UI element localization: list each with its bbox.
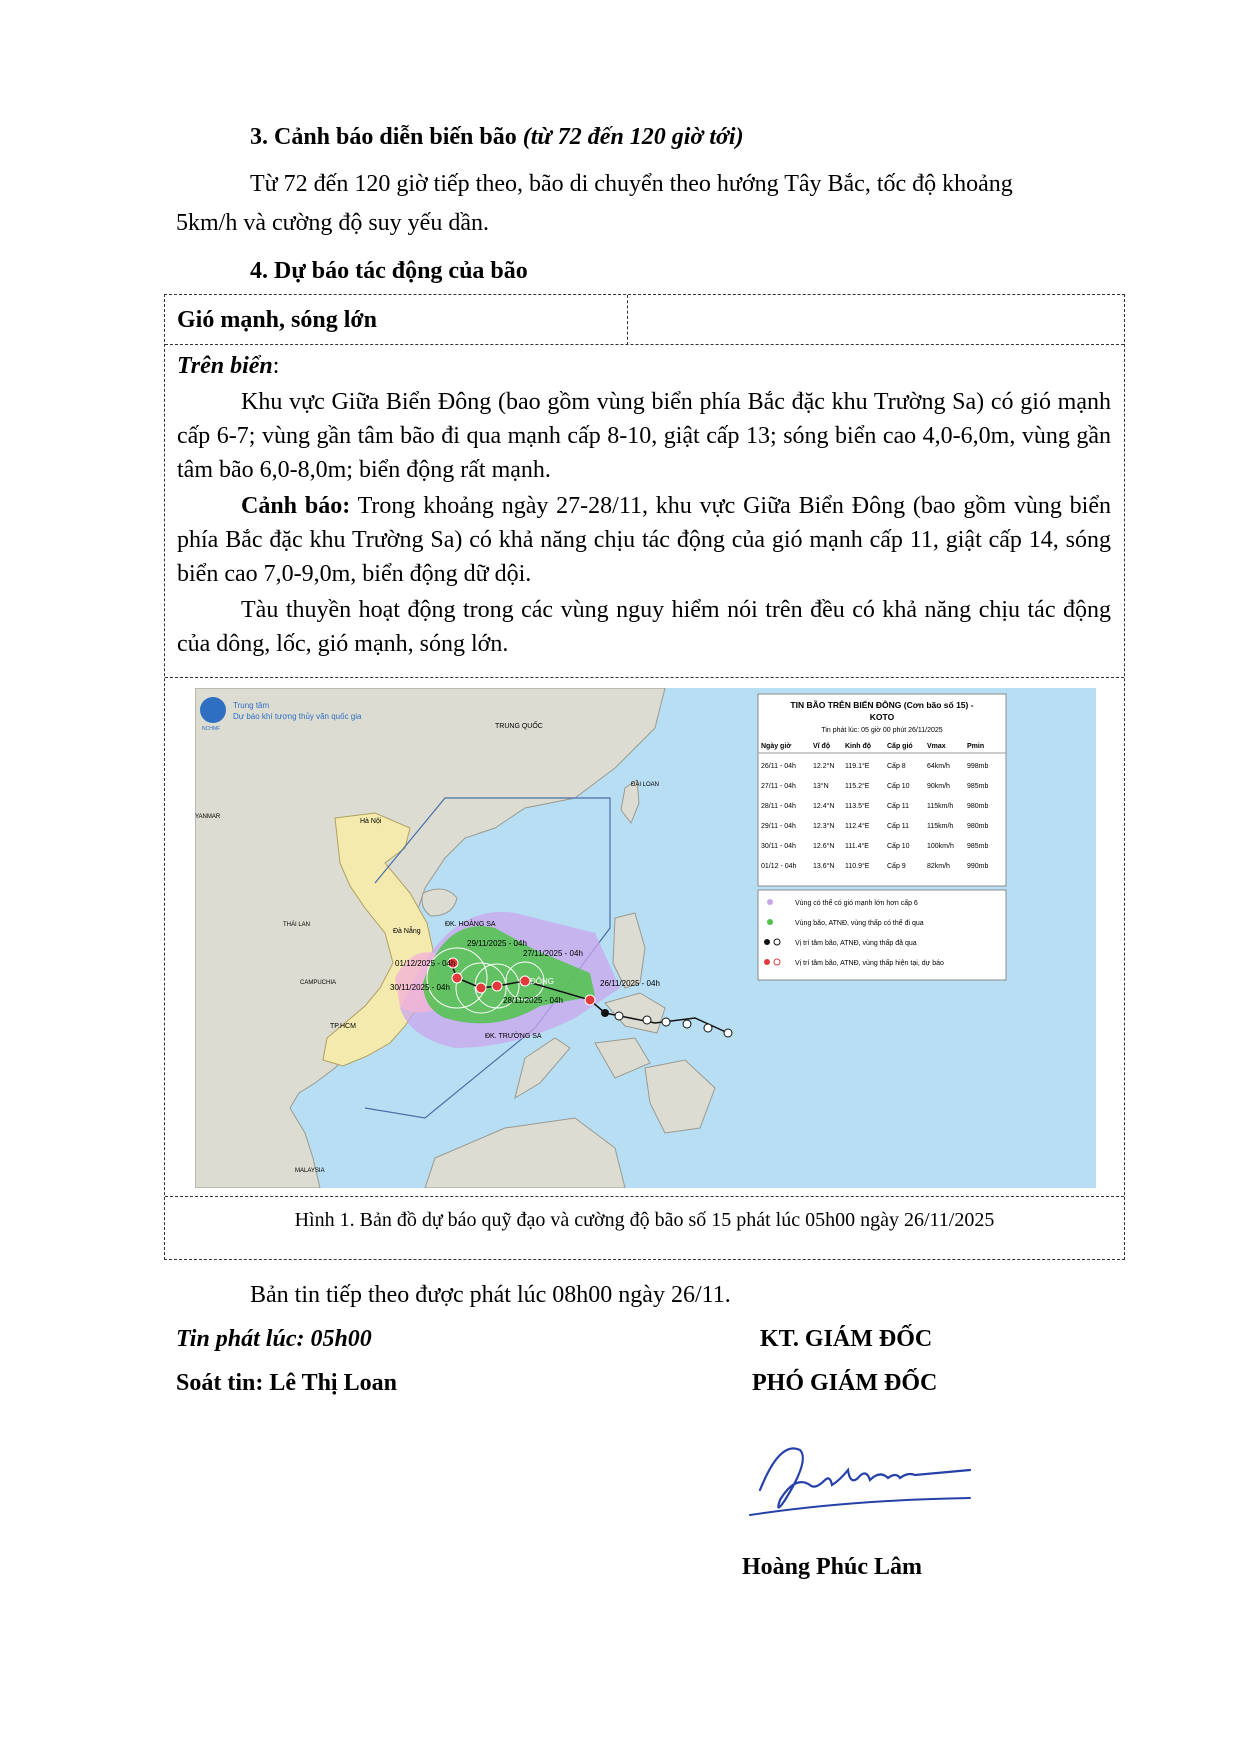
track-label: 29/11/2025 - 04h (467, 939, 527, 948)
table-cell: 12.6°N (813, 843, 835, 850)
table-cell: 90km/h (927, 783, 950, 790)
table-cell: 28/11 - 04h (761, 803, 796, 810)
place-cambodia: CAMPUCHIA (300, 980, 337, 986)
place-danang: Đà Nẵng (393, 928, 421, 935)
place-biendong: ĐÔNG (530, 977, 554, 986)
table-cell: 82km/h (927, 863, 950, 870)
col-lat: Vĩ độ (813, 743, 831, 750)
figure-divider (165, 1196, 1124, 1197)
table-cell: 13.6°N (813, 863, 835, 870)
table-cell: Cấp 11 (887, 823, 910, 830)
impact-table-row-sea (165, 345, 1124, 678)
place-taiwan: ĐÀI LOAN (631, 782, 660, 788)
track-label: 27/11/2025 - 04h (523, 949, 583, 958)
table-cell: 119.1°E (845, 763, 870, 770)
table-cell: 26/11 - 04h (761, 763, 796, 770)
nchmf-logo-text: NCHMF (202, 726, 221, 732)
section4-heading: 4. Dự báo tác động của bão (250, 258, 528, 284)
forecast-center (520, 976, 530, 986)
table-cell: 110.9°E (845, 863, 870, 870)
forecast-center (452, 973, 462, 983)
table-cell: 29/11 - 04h (761, 823, 796, 830)
past-position (704, 1024, 712, 1032)
track-label: 28/11/2025 - 04h (503, 996, 563, 1005)
place-myanmar: YANMAR (195, 814, 221, 820)
table-cell: 998mb (967, 763, 989, 770)
past-position (724, 1029, 732, 1037)
storm-map-svg (195, 688, 1096, 1188)
table-cell: 12.4°N (813, 803, 835, 810)
table-cell: 985mb (967, 843, 989, 850)
table-cell: 64km/h (927, 763, 950, 770)
impact-table-row-header (165, 295, 1124, 345)
place-truongsa: ĐK. TRƯỜNG SA (485, 1033, 542, 1040)
table-cell: 12.3°N (813, 823, 835, 830)
legend-swatch-current (764, 959, 770, 965)
legend-swatch-current (774, 959, 780, 965)
sign-title-1: KT. GIÁM ĐỐC (760, 1326, 933, 1352)
table-cell: 985mb (967, 783, 989, 790)
place-hcm: TP.HCM (330, 1023, 356, 1030)
section3-heading-paren: (từ 72 đến 120 giờ tới) (522, 124, 744, 150)
impact-category-label: Gió mạnh, sóng lớn (177, 307, 378, 333)
legend-swatch-storm (767, 919, 773, 925)
warning-text: Trong khoảng ngày 27-28/11, khu vực Giữa Biển Đông (bao gồm vùng biển phía Bắc đặc khu Trường Sa) có khả năng chịu tác động của gió mạnh cấp 11, giật cấp 14, sóng biển cao 7,0-9,0m, biển động dữ dội. (177, 493, 1112, 587)
forecast-center (476, 983, 486, 993)
col-vmax: Vmax (927, 743, 946, 750)
info-title-1: TIN BÃO TRÊN BIỂN ĐÔNG (Cơn bão số 15) - (790, 700, 974, 710)
table-cell: 111.4°E (845, 843, 869, 850)
past-position (683, 1020, 691, 1028)
signer-name: Hoàng Phúc Lâm (742, 1554, 923, 1580)
sea-paragraph-1: Khu vực Giữa Biển Đông (bao gồm vùng biển phía Bắc đặc khu Trường Sa) có gió mạnh cấp 6-7; vùng gần tâm bão đi qua mạnh cấp 8-10, giật cấp 13; sóng biển cao 4,0-6,0m, vùng gần tâm bão 6,0-8,0m; biển động rất mạnh. (177, 389, 1111, 483)
storm-forecast-map (195, 688, 1096, 1188)
impact-table-row-figure (165, 678, 1124, 1261)
table-cell: 115.2°E (845, 783, 870, 790)
table-cell: Cấp 10 (887, 783, 910, 790)
section3-body-line1: Từ 72 đến 120 giờ tiếp theo, bão di chuyển theo hướng Tây Bắc, tốc độ khoảng (250, 171, 1013, 197)
signature (740, 1430, 980, 1530)
legend-swatch-wind (767, 899, 773, 905)
legend-text: Vị trí tâm bão, ATNĐ, vùng thấp đã qua (795, 940, 917, 947)
section3-heading (250, 120, 744, 154)
info-issued: Tin phát lúc: 05 giờ 00 phút 26/11/2025 (821, 727, 943, 734)
track-label: 26/11/2025 - 04h (600, 979, 660, 988)
table-cell: Cấp 9 (887, 863, 906, 870)
legend-text: Vùng bão, ATNĐ, vùng thấp có thể đi qua (795, 920, 924, 927)
table-cell: 115km/h (927, 823, 954, 830)
table-cell: 990mb (967, 863, 989, 870)
info-title-2: KOTO (869, 712, 895, 722)
past-position (601, 1009, 609, 1017)
sea-paragraph-3: Tàu thuyền hoạt động trong các vùng nguy hiểm nói trên đều có khả năng chịu tác động của dông, lốc, gió mạnh, sóng lớn. (177, 597, 1111, 657)
figure-caption: Hình 1. Bản đồ dự báo quỹ đạo và cường độ bão số 15 phát lúc 05h00 ngày 26/11/2025 (294, 1209, 995, 1231)
place-thailand: THÁI LAN (283, 922, 311, 928)
section3-heading-text: 3. Cảnh báo diễn biến bão (250, 124, 517, 150)
sea-paragraph-2 (177, 489, 1111, 591)
col-lon: Kinh độ (845, 743, 872, 750)
signature-underline (750, 1498, 970, 1515)
col-datetime: Ngày giờ (761, 743, 792, 750)
table-cell: 27/11 - 04h (761, 783, 796, 790)
col-pmin: Pmin (967, 743, 985, 750)
sea-label-text: Trên biển (177, 353, 273, 379)
sign-title-2: PHÓ GIÁM ĐỐC (752, 1370, 938, 1396)
legend-swatch-past (764, 939, 770, 945)
table-cell: 100km/h (927, 843, 954, 850)
warning-label: Cảnh báo: (241, 493, 351, 519)
table-cell: 01/12 - 04h (761, 863, 797, 870)
track-label: 01/12/2025 - 04h (395, 959, 456, 968)
forecast-center (492, 981, 502, 991)
past-position (615, 1012, 623, 1020)
past-position (662, 1018, 670, 1026)
table-cell: Cấp 8 (887, 763, 906, 770)
col-wind-level: Cấp gió (887, 743, 913, 750)
place-china: TRUNG QUỐC (495, 723, 543, 730)
place-malaysia: MALAYSIA (295, 1168, 325, 1174)
table-cell: Cấp 10 (887, 843, 910, 850)
table-cell: 980mb (967, 823, 989, 830)
info-panel (758, 694, 1006, 886)
impact-table (164, 294, 1125, 1260)
table-cell-divider (627, 295, 628, 345)
sea-label (177, 349, 279, 383)
table-cell: 30/11 - 04h (761, 843, 796, 850)
table-cell: 115km/h (927, 803, 954, 810)
place-hanoi: Hà Nội (360, 818, 382, 825)
table-cell: Cấp 11 (887, 803, 910, 810)
nchmf-logo (200, 697, 226, 723)
checked-by-name: Lê Thị Loan (263, 1370, 397, 1396)
place-hoangsa: ĐK. HOÀNG SA (445, 921, 496, 928)
table-cell: 113.5°E (845, 803, 870, 810)
table-cell: 13°N (813, 783, 829, 790)
table-cell: 980mb (967, 803, 989, 810)
section3-body-line2: 5km/h và cường độ suy yếu dần. (176, 210, 489, 236)
table-cell: 12.2°N (813, 763, 835, 770)
track-label: 30/11/2025 - 04h (390, 983, 450, 992)
issued-at: Tin phát lúc: 05h00 (176, 1326, 372, 1352)
legend-text: Vị trí tâm bão, ATNĐ, vùng thấp hiện tại, dự báo (795, 960, 944, 967)
sea-label-colon: : (272, 353, 280, 379)
checked-by (176, 1366, 397, 1400)
agency-name-2: Dự báo khí tượng thủy văn quốc gia (233, 712, 362, 721)
agency-name-1: Trung tâm (233, 701, 270, 710)
checked-by-label: Soát tin: (176, 1370, 264, 1396)
next-bulletin: Bản tin tiếp theo được phát lúc 08h00 ngày 26/11. (250, 1282, 731, 1308)
current-center (585, 995, 595, 1005)
past-position (643, 1016, 651, 1024)
legend-text: Vùng có thể có gió mạnh lớn hơn cấp 6 (795, 900, 918, 907)
legend-swatch-past (774, 939, 780, 945)
table-cell: 112.4°E (845, 823, 870, 830)
